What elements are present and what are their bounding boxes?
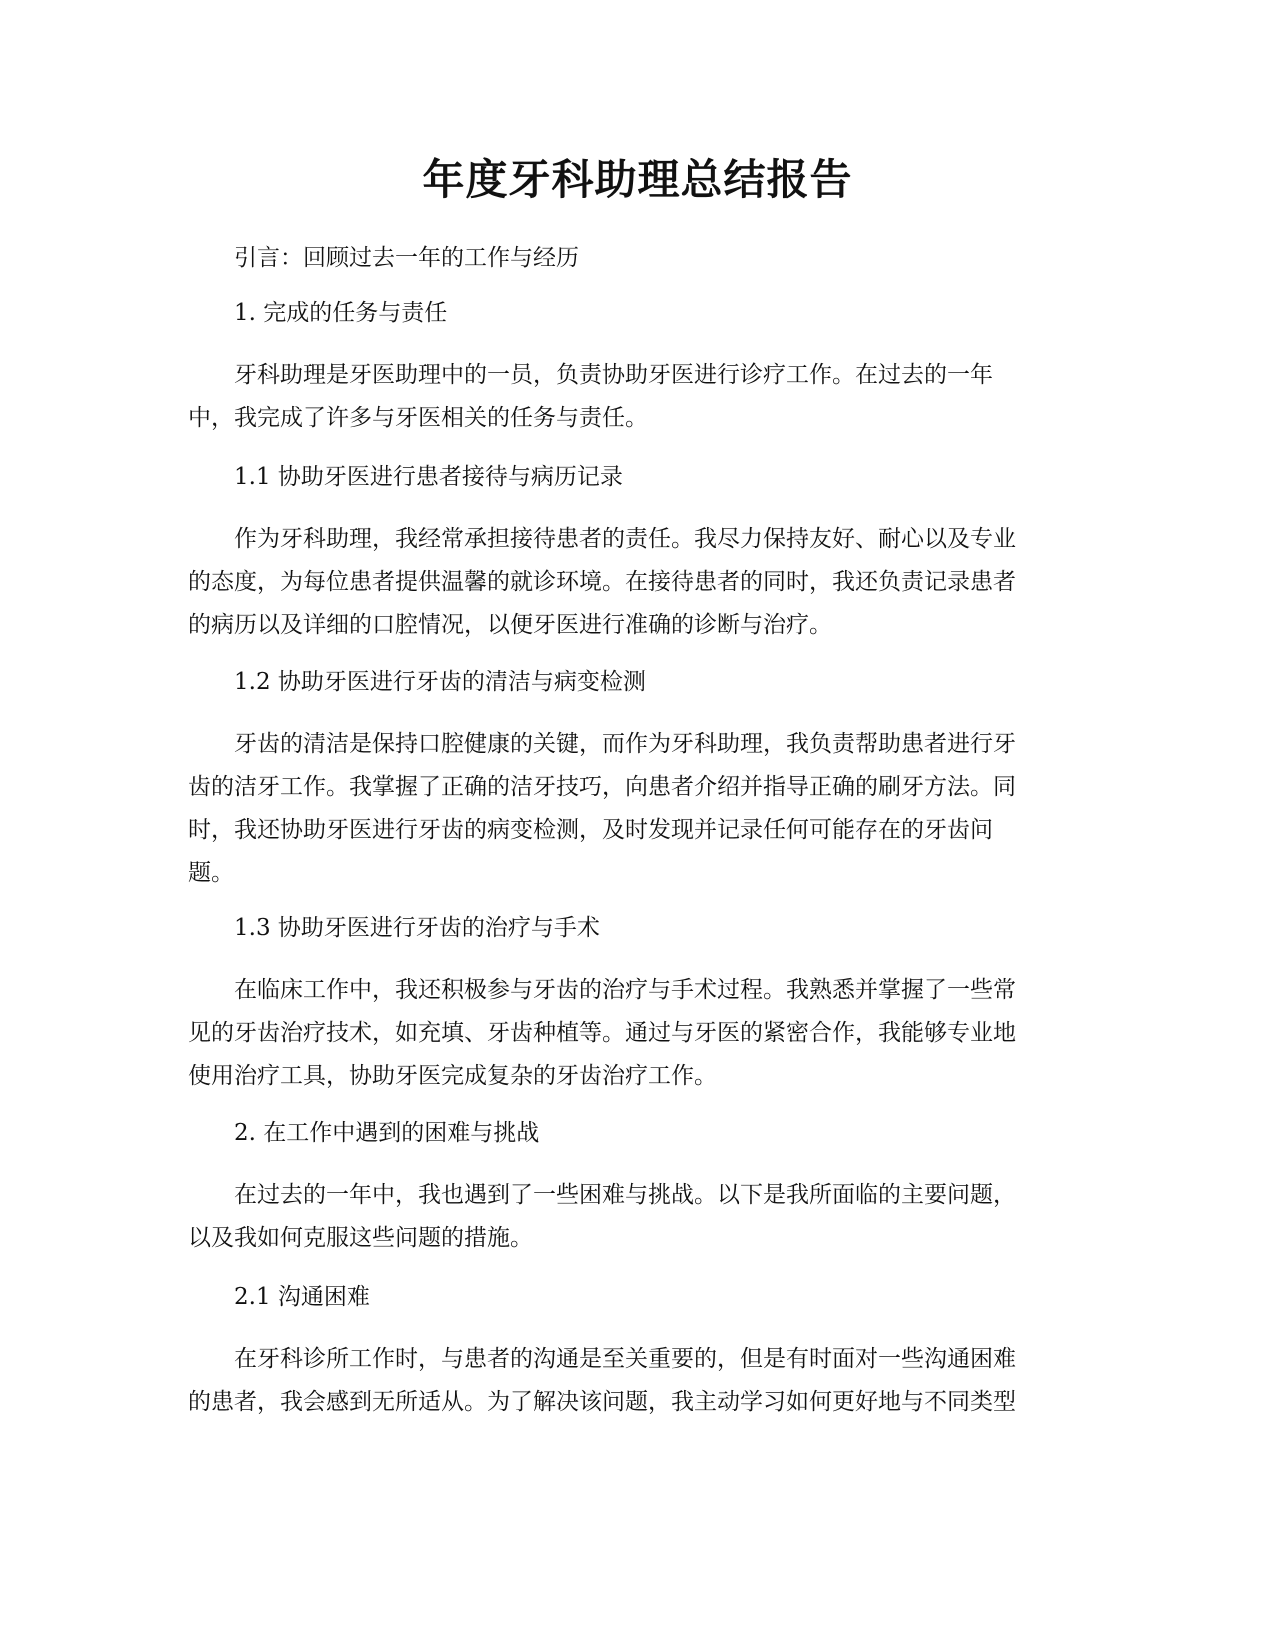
section-2-paragraph bbox=[188, 1174, 1083, 1260]
paragraph-line: 牙科助理是牙医助理中的一员，负责协助牙医进行诊疗工作。在过去的一年 bbox=[234, 362, 993, 388]
paragraph-line: 的态度，为每位患者提供温馨的就诊环境。在接待患者的同时，我还负责记录患者 bbox=[188, 569, 1016, 595]
paragraph-line: 作为牙科助理，我经常承担接待患者的责任。我尽力保持友好、耐心以及专业 bbox=[234, 526, 1016, 552]
section-1-1-paragraph bbox=[188, 518, 1083, 647]
section-1-3-paragraph bbox=[188, 969, 1083, 1098]
paragraph-line: 在过去的一年中，我也遇到了一些困难与挑战。以下是我所面临的主要问题， bbox=[234, 1182, 1016, 1208]
section-1-paragraph bbox=[188, 354, 1083, 440]
paragraph-line: 以及我如何克服这些问题的措施。 bbox=[188, 1225, 533, 1251]
section-2-1-heading: 2.1 沟通困难 bbox=[234, 1284, 370, 1310]
paragraph-line: 的患者，我会感到无所适从。为了解决该问题，我主动学习如何更好地与不同类型 bbox=[188, 1389, 1016, 1415]
section-1-2-paragraph bbox=[188, 723, 1083, 895]
paragraph-line: 的病历以及详细的口腔情况，以便牙医进行准确的诊断与治疗。 bbox=[188, 612, 832, 638]
document-title: 年度牙科助理总结报告 bbox=[422, 155, 853, 204]
section-1-1-heading: 1.1 协助牙医进行患者接待与病历记录 bbox=[234, 464, 623, 490]
section-1-3-heading: 1.3 协助牙医进行牙齿的治疗与手术 bbox=[234, 915, 600, 941]
paragraph-line: 在牙科诊所工作时，与患者的沟通是至关重要的，但是有时面对一些沟通困难 bbox=[234, 1346, 1016, 1372]
paragraph-line: 牙齿的清洁是保持口腔健康的关键，而作为牙科助理，我负责帮助患者进行牙 bbox=[234, 731, 1016, 757]
section-2-heading: 2. 在工作中遇到的困难与挑战 bbox=[234, 1120, 540, 1146]
paragraph-line: 在临床工作中，我还积极参与牙齿的治疗与手术过程。我熟悉并掌握了一些常 bbox=[234, 977, 1016, 1003]
paragraph-line: 见的牙齿治疗技术，如充填、牙齿种植等。通过与牙医的紧密合作，我能够专业地 bbox=[188, 1020, 1016, 1046]
section-2-1-paragraph bbox=[188, 1338, 1083, 1424]
paragraph-line: 题。 bbox=[188, 860, 234, 886]
paragraph-line: 使用治疗工具，协助牙医完成复杂的牙齿治疗工作。 bbox=[188, 1063, 717, 1089]
paragraph-line: 时，我还协助牙医进行牙齿的病变检测，及时发现并记录任何可能存在的牙齿问 bbox=[188, 817, 993, 843]
paragraph-line: 齿的洁牙工作。我掌握了正确的洁牙技巧，向患者介绍并指导正确的刷牙方法。同 bbox=[188, 774, 1016, 800]
section-1-heading: 1. 完成的任务与责任 bbox=[234, 300, 448, 326]
paragraph-line: 中，我完成了许多与牙医相关的任务与责任。 bbox=[188, 405, 648, 431]
intro-line: 引言：回顾过去一年的工作与经历 bbox=[234, 245, 579, 271]
section-1-2-heading: 1.2 协助牙医进行牙齿的清洁与病变检测 bbox=[234, 669, 646, 695]
